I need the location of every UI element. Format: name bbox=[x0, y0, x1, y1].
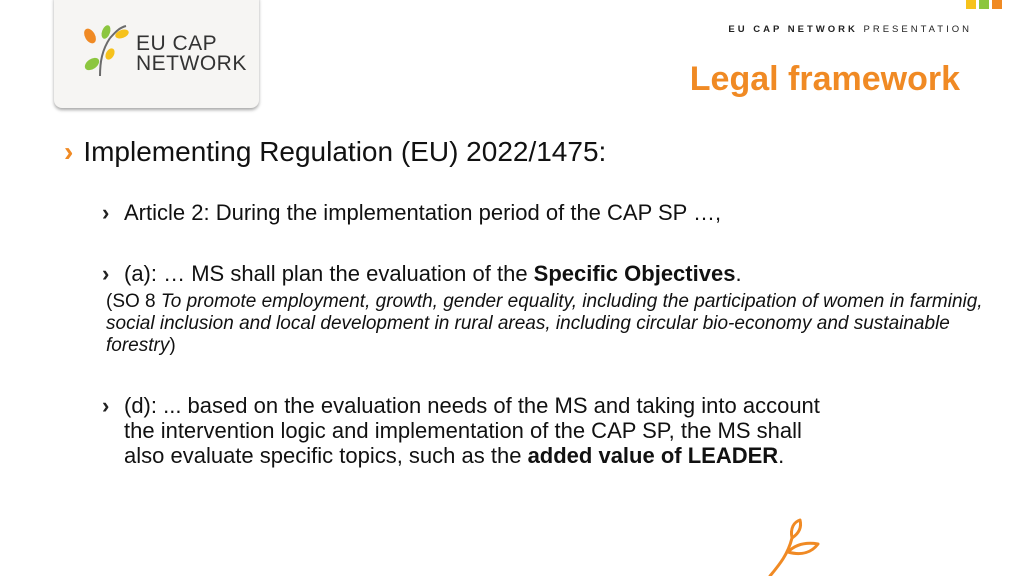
sprout-icon bbox=[762, 518, 822, 576]
d-line-3: also evaluate specific topics, such as the bbox=[124, 443, 528, 468]
d-line-2: the intervention logic and implementation of the CAP SP, the MS shall bbox=[124, 418, 802, 443]
color-tabs-decoration bbox=[966, 0, 1024, 10]
logo-line-2: NETWORK bbox=[136, 52, 247, 75]
network-name: EU CAP NETWORK bbox=[728, 24, 858, 35]
a-end: . bbox=[735, 261, 742, 286]
chevron-right-icon: › bbox=[102, 393, 110, 418]
so-italic-text: To promote employment, growth, gender equality, including the participation of women in farminig, social inclusion and local development in rural areas, including circular bio-economy and sustainable forestry bbox=[106, 291, 983, 356]
article2-text: Article 2: During the implementation period of the CAP SP …, bbox=[124, 200, 722, 225]
main-bullet-text: Implementing Regulation (EU) 2022/1475: bbox=[83, 136, 607, 167]
so-open: (SO 8 bbox=[106, 291, 161, 312]
logo-wordmark bbox=[136, 34, 247, 74]
main-bullet bbox=[64, 136, 606, 168]
sub-bullet-d bbox=[102, 393, 962, 468]
d-bold-text: added value of LEADER bbox=[527, 443, 779, 468]
so-close: ) bbox=[169, 335, 176, 356]
so8-note bbox=[106, 291, 986, 357]
sub-bullet-a bbox=[102, 261, 742, 286]
d-end: . bbox=[778, 443, 785, 468]
logo-line-1: EU CAP bbox=[136, 32, 218, 55]
a-text: (a): … MS shall plan the evaluation of the bbox=[124, 261, 534, 286]
chevron-right-icon: › bbox=[102, 261, 110, 286]
chevron-right-icon: › bbox=[64, 136, 74, 167]
presentation-word: PRESENTATION bbox=[863, 24, 972, 35]
d-line-1: (d): ... based on the evaluation needs of the MS and taking into account bbox=[124, 393, 820, 418]
d-line-3-wrap bbox=[102, 443, 962, 468]
sub-bullet-article2 bbox=[102, 200, 721, 225]
presentation-label bbox=[728, 24, 972, 35]
sprout-logo-icon bbox=[80, 24, 132, 78]
slide-title: Legal framework bbox=[689, 60, 960, 98]
logo-card bbox=[54, 0, 259, 108]
a-bold-text: Specific Objectives bbox=[533, 261, 736, 286]
chevron-right-icon: › bbox=[102, 200, 110, 225]
